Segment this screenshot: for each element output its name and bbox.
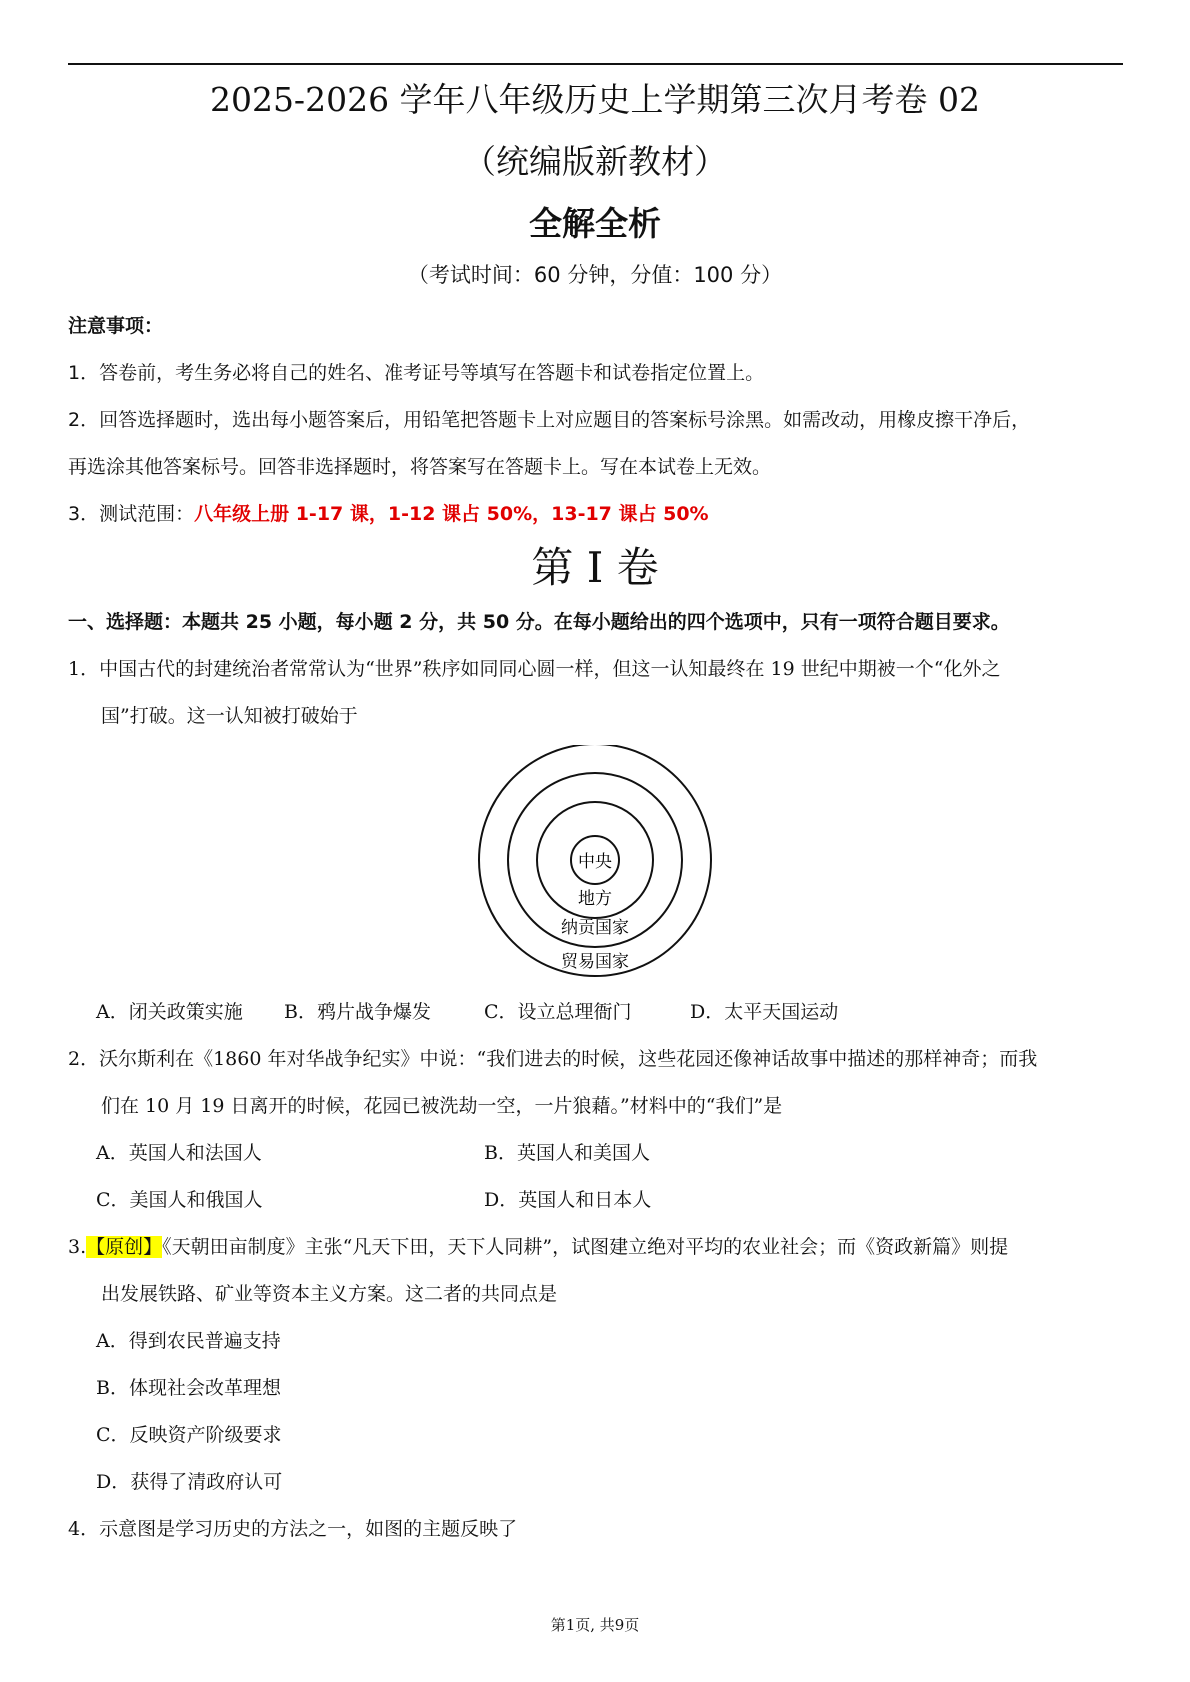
part-heading: 一、选择题：本题共 25 小题，每小题 2 分，共 50 分。在每小题给出的四个选项中，只有一项符合题目要求。 bbox=[68, 611, 1010, 633]
q2-option-a[interactable]: A．英国人和法国人 bbox=[96, 1142, 262, 1164]
q3-option-b[interactable]: B．体现社会改革理想 bbox=[96, 1377, 281, 1399]
q2-stem-line-2: 们在 10 月 19 日离开的时候，花园已被洗劫一空，一片狼藉。”材料中的“我们”是 bbox=[101, 1095, 783, 1117]
q2-option-d[interactable]: D．英国人和日本人 bbox=[484, 1189, 652, 1211]
label-trade-countries: 贸易国家 bbox=[561, 952, 629, 972]
label-localities: 地方 bbox=[578, 889, 612, 909]
top-rule bbox=[68, 63, 1123, 65]
original-tag-highlight: 【原创】 bbox=[86, 1236, 163, 1258]
q1-stem-line-1: 1．中国古代的封建统治者常常认为“世界”秩序如同同心圆一样，但这一认知最终在 19 世纪中期被一个“化外之 bbox=[68, 658, 1001, 680]
q3-option-d[interactable]: D．获得了清政府认可 bbox=[96, 1471, 283, 1493]
title-line-1: 2025-2026 学年八年级历史上学期第三次月考卷 02 bbox=[209, 80, 981, 119]
q2-option-b[interactable]: B．英国人和美国人 bbox=[484, 1142, 650, 1164]
concentric-circles-diagram bbox=[470, 745, 720, 985]
notice-item-2-line-1: 2．回答选择题时，选出每小题答案后，用铅笔把答题卡上对应题目的答案标号涂黑。如需改动，用橡皮擦干净后， bbox=[68, 409, 1031, 431]
q3-stem-line-2: 出发展铁路、矿业等资本主义方案。这二者的共同点是 bbox=[101, 1283, 558, 1305]
test-range: 八年级上册 1-17 课，1-12 课占 50%，13-17 课占 50% bbox=[194, 503, 709, 525]
label-center: 中央 bbox=[578, 852, 612, 872]
q3-option-a[interactable]: A．得到农民普遍支持 bbox=[96, 1330, 281, 1352]
notice-item-3-prefix: 3．测试范围： bbox=[68, 503, 195, 525]
q1-option-a[interactable]: A．闭关政策实施 bbox=[96, 1001, 243, 1023]
q2-option-c[interactable]: C．美国人和俄国人 bbox=[96, 1189, 263, 1211]
title-line-3: 全解全析 bbox=[529, 204, 661, 243]
notice-item-2-line-2: 再选涂其他答案标号。回答非选择题时，将答案写在答题卡上。写在本试卷上无效。 bbox=[68, 456, 772, 478]
volume-title: 第 I 卷 bbox=[531, 543, 659, 592]
q3-stem-line-1 bbox=[68, 1233, 1008, 1261]
q2-stem-line-1: 2．沃尔斯利在《1860 年对华战争纪实》中说：“我们进去的时候，这些花园还像神话故事中描述的那样神奇；而我 bbox=[68, 1048, 1038, 1070]
q3-option-c[interactable]: C．反映资产阶级要求 bbox=[96, 1424, 282, 1446]
q3-stem-text: 《天朝田亩制度》主张“凡天下田，天下人同耕”，试图建立绝对平均的农业社会；而《资政新篇》则提 bbox=[162, 1236, 1009, 1258]
q1-option-d[interactable]: D．太平天国运动 bbox=[690, 1001, 839, 1023]
q1-option-c[interactable]: C．设立总理衙门 bbox=[484, 1001, 632, 1023]
page-footer: 第1页, 共9页 bbox=[550, 1616, 640, 1634]
q1-option-b[interactable]: B．鸦片战争爆发 bbox=[284, 1001, 431, 1023]
notice-item-1: 1．答卷前，考生务必将自己的姓名、准考证号等填写在答题卡和试卷指定位置上。 bbox=[68, 362, 765, 384]
exam-info: （考试时间：60 分钟，分值：100 分） bbox=[407, 263, 783, 287]
notice-item-3 bbox=[68, 500, 709, 528]
notice-heading: 注意事项： bbox=[68, 315, 164, 337]
q3-number: 3. bbox=[68, 1236, 87, 1258]
q4-stem-line-1: 4．示意图是学习历史的方法之一，如图的主题反映了 bbox=[68, 1518, 518, 1540]
title-line-2: （统编版新教材） bbox=[463, 142, 727, 181]
label-tributary-countries: 纳贡国家 bbox=[561, 918, 629, 938]
q1-stem-line-2: 国”打破。这一认知被打破始于 bbox=[101, 705, 358, 727]
